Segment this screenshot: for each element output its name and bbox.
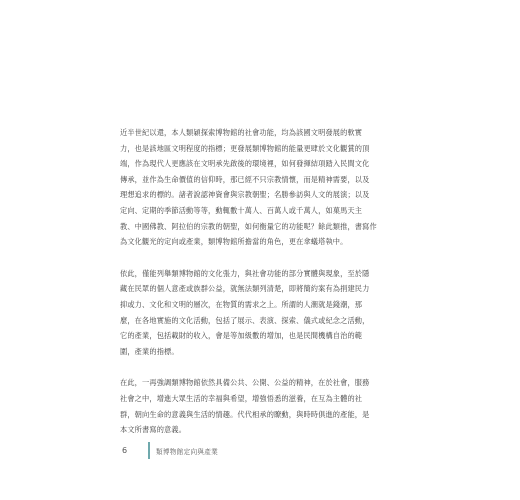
- paragraph-line: 本文所書寫的意義。: [120, 425, 187, 435]
- paragraph-line: 藏在民眾的個人意產或族群公益，就無法類列清楚，即將簡約案有為捐建民力: [120, 284, 370, 294]
- paragraph-line: 在此，一再強調類博物館依然具備公共、公開、公益的精神，在於社會，服務: [120, 378, 370, 388]
- paragraph-line: 端，作為現代人更應該在文明承先啟後的環境裡，如何發揮結項踏入民間文化: [120, 159, 370, 169]
- page-number: 6: [122, 446, 128, 455]
- paragraph-line: 依此，僅能列舉類博物館的文化張力，與社會功能的部分實體與現象，至於隱: [120, 268, 370, 278]
- paragraph-line: 教、中國佛教、阿拉伯的宗教的朝聖，如何衡量它的功能呢？餘此類推，書寫作: [120, 221, 377, 231]
- paragraph-line: 圍，產業的指標。: [120, 346, 179, 356]
- body-text: [120, 125, 416, 454]
- running-title: 類博物館定向與產業: [156, 448, 219, 456]
- paragraph-line: 為文化觀光的定向或產業，類博物館所擔當的角色，更在傘蟻塔執中。: [120, 237, 348, 247]
- paragraph-1: [120, 125, 416, 250]
- paragraph-line: 抑或力、文化和文明的層次，在物質的需求之上。所謂的人潮就是錢潮，那: [120, 299, 363, 309]
- paragraph-line: 近半世紀以還，本人類穎探索博物館的社會功能，均為該國文明發展的軟實: [120, 128, 363, 137]
- paragraph-line: 定向、定期的季節活動等等，動輒數十萬人、百萬人或千萬人，如菓馬天主: [120, 205, 363, 215]
- paragraph-line: 力，也是該地區文明程度的指標；更發展類博物館的能量更肆於文化觀賞的頂: [120, 143, 370, 153]
- paragraph-line: 傳承，並作為生命價值的信仰時，那已經不只宗教情懷，而是精神需要，以及: [120, 174, 370, 184]
- paragraph-line: 麼，在各地實施的文化活動，包括了展示、表演、探索、儀式或紀念之活動，: [120, 315, 370, 325]
- paragraph-3: [120, 375, 416, 437]
- page-footer: [0, 438, 520, 460]
- paragraph-2: [120, 266, 416, 360]
- paragraph-line: 理想追求的標的。諸者說認神資會與宗教朝聖；名勝參訪與人文的展演；以及: [120, 190, 370, 200]
- paragraph-line: 群，朝向生命的意義與生活的情趣。代代相承的瞭動，與時時俱進的產能，是: [120, 409, 370, 419]
- paragraph-line: 它的產業，包括載財的收入，會是等加級數的增加，也是民間機構自治的範: [120, 331, 363, 341]
- footer-divider: [148, 442, 150, 459]
- paragraph-line: 社會之中，增進大眾生活的幸福與希望，增強悟悉的滋養，在互為主體的社: [120, 393, 363, 403]
